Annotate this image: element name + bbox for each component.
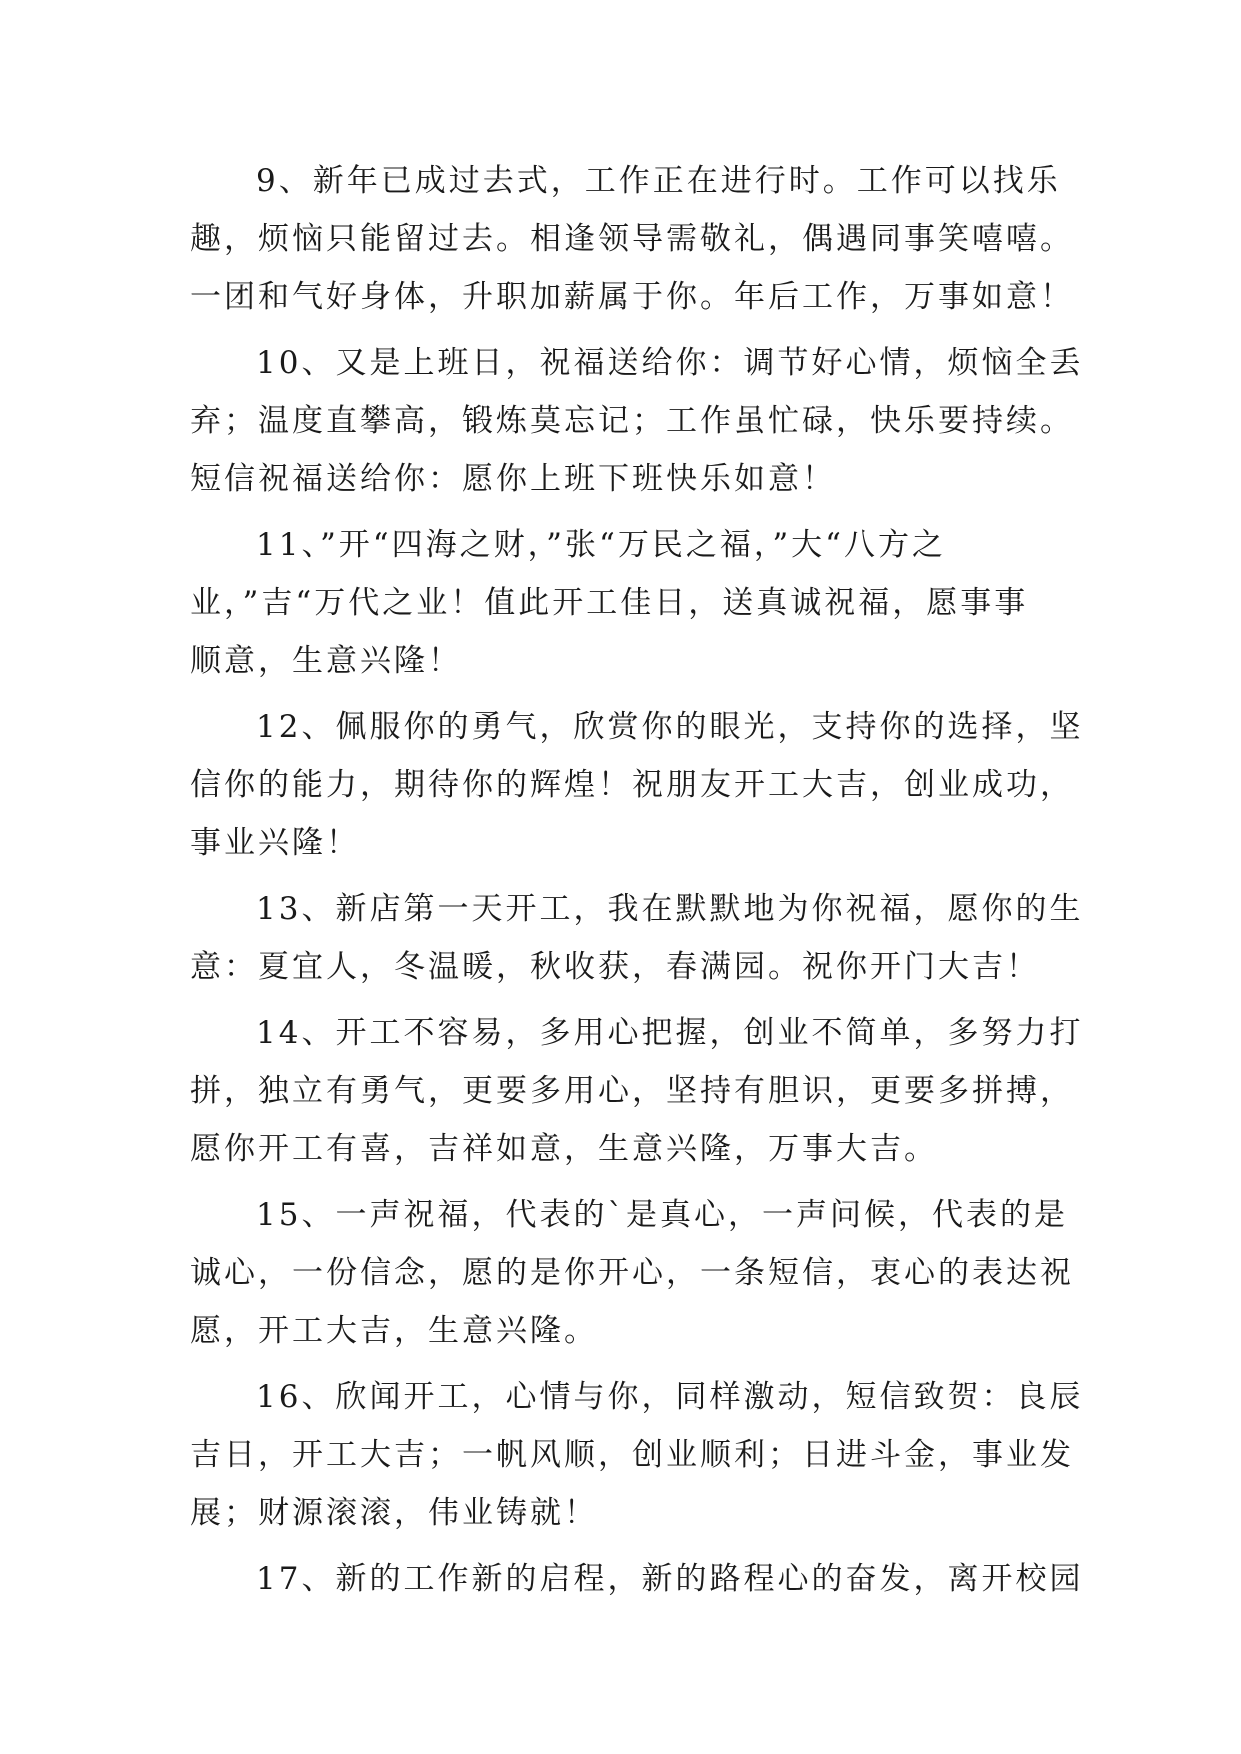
paragraph-line: 16、欣闻开工，心情与你，同样激动，短信致贺：良辰 bbox=[256, 1379, 1084, 1415]
paragraph-17 bbox=[190, 1550, 1084, 1608]
paragraph-line: 意：夏宜人，冬温暖，秋收获，春满园。祝你开门大吉！ bbox=[190, 949, 1040, 985]
paragraph-line: 信你的能力，期待你的辉煌！祝朋友开工大吉，创业成功， bbox=[190, 767, 1074, 803]
document-body bbox=[190, 152, 1084, 1616]
paragraph-line: 一团和气好身体，升职加薪属于你。年后工作，万事如意！ bbox=[190, 279, 1074, 315]
paragraph-line: 吉日，开工大吉；一帆风顺，创业顺利；日进斗金，事业发 bbox=[190, 1437, 1074, 1473]
paragraph-line: 10、又是上班日，祝福送给你：调节好心情，烦恼全丢 bbox=[256, 345, 1084, 381]
paragraph-11 bbox=[190, 516, 1070, 690]
paragraph-line: 愿，开工大吉，生意兴隆。 bbox=[190, 1313, 598, 1349]
paragraph-13 bbox=[190, 880, 1084, 996]
paragraph-line: 趣，烦恼只能留过去。相逢领导需敬礼，偶遇同事笑嘻嘻。 bbox=[190, 221, 1074, 257]
paragraph-10 bbox=[190, 334, 1084, 508]
paragraph-line: 愿你开工有喜，吉祥如意，生意兴隆，万事大吉。 bbox=[190, 1131, 938, 1167]
paragraph-line: 17、新的工作新的启程，新的路程心的奋发，离开校园 bbox=[256, 1561, 1084, 1597]
paragraph-line: 13、新店第一天开工，我在默默地为你祝福，愿你的生 bbox=[256, 891, 1084, 927]
paragraph-12 bbox=[190, 698, 1084, 872]
paragraph-line: 12、佩服你的勇气，欣赏你的眼光，支持你的选择，坚 bbox=[256, 709, 1084, 745]
paragraph-9 bbox=[190, 152, 1074, 326]
paragraph-line: 业，”吉“万代之业！值此开工佳日，送真诚祝福，愿事事 bbox=[190, 585, 1029, 621]
paragraph-line: 短信祝福送给你：愿你上班下班快乐如意！ bbox=[190, 461, 836, 497]
paragraph-line: 11、”开“四海之财，”张“万民之福，”大“八方之 bbox=[256, 527, 947, 563]
paragraph-line: 展；财源滚滚，伟业铸就！ bbox=[190, 1495, 598, 1531]
paragraph-line: 15、一声祝福，代表的`是真心，一声问候，代表的是 bbox=[256, 1197, 1068, 1233]
paragraph-line: 14、开工不容易，多用心把握，创业不简单，多努力打 bbox=[256, 1015, 1084, 1051]
paragraph-16 bbox=[190, 1368, 1084, 1542]
paragraph-line: 事业兴隆！ bbox=[190, 825, 360, 861]
paragraph-line: 诚心，一份信念，愿的是你开心，一条短信，衷心的表达祝 bbox=[190, 1255, 1074, 1291]
paragraph-line: 弃；温度直攀高，锻炼莫忘记；工作虽忙碌，快乐要持续。 bbox=[190, 403, 1074, 439]
paragraph-14 bbox=[190, 1004, 1084, 1178]
paragraph-line: 顺意，生意兴隆！ bbox=[190, 643, 462, 679]
paragraph-15 bbox=[190, 1186, 1074, 1360]
paragraph-line: 拼，独立有勇气，更要多用心，坚持有胆识，更要多拼搏， bbox=[190, 1073, 1074, 1109]
paragraph-line: 9、新年已成过去式，工作正在进行时。工作可以找乐 bbox=[256, 163, 1061, 199]
